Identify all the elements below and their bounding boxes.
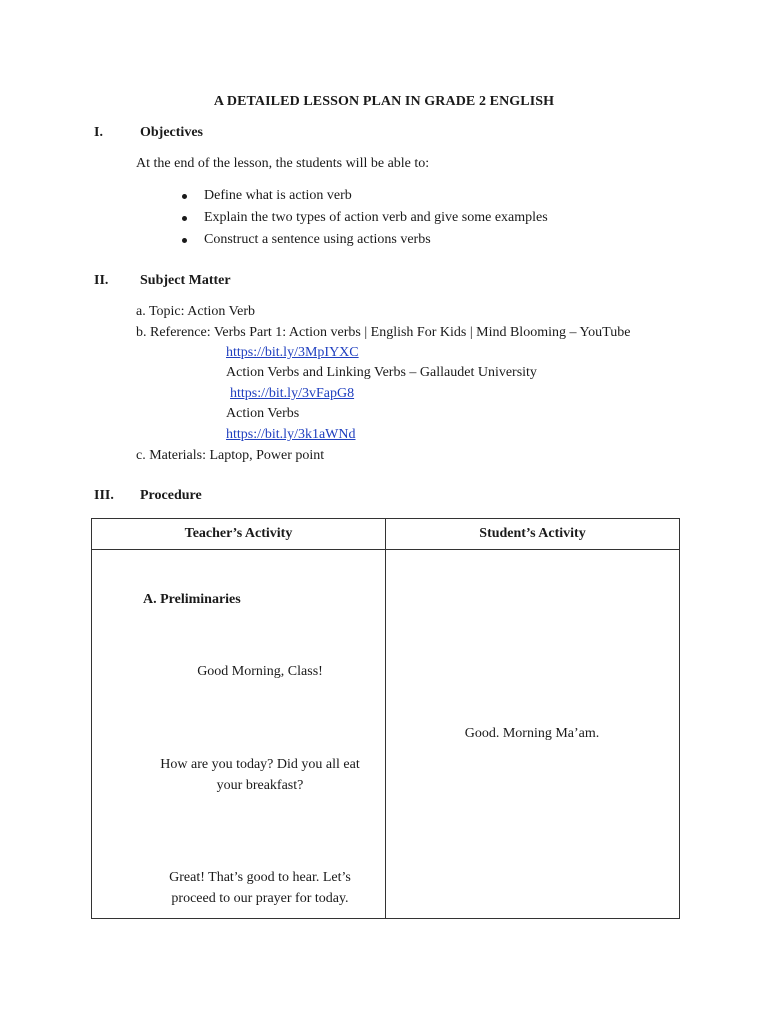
teacher-activity-cell: [92, 550, 386, 919]
teacher-line: your breakfast?: [216, 778, 304, 793]
reference-line: b. Reference: Verbs Part 1: Action verbs | English For Kids | Mind Blooming – YouTube: [136, 325, 631, 340]
procedure-table: [91, 518, 680, 919]
bullet-icon: [182, 194, 187, 199]
procedure-heading: Procedure: [140, 488, 202, 503]
student-activity-header: Student’s Activity: [386, 519, 680, 550]
reference-link-2[interactable]: https://bit.ly/3vFapG8: [230, 386, 355, 401]
student-line: Good. Morning Ma’am.: [464, 726, 600, 741]
student-activity-cell: [386, 550, 680, 919]
objective-item: Construct a sentence using actions verbs: [204, 232, 431, 247]
objectives-heading: Objectives: [140, 125, 203, 140]
document-title: A DETAILED LESSON PLAN IN GRADE 2 ENGLISH: [213, 94, 555, 109]
teacher-line: Great! That’s good to hear. Let’s: [169, 870, 351, 885]
teacher-line: Good Morning, Class!: [197, 664, 323, 679]
reference-link-3[interactable]: https://bit.ly/3k1aWNd: [226, 427, 356, 442]
teacher-line: How are you today? Did you all eat: [160, 757, 360, 772]
objectives-intro: At the end of the lesson, the students will be able to:: [136, 156, 430, 171]
objectives-numeral: I.: [94, 125, 103, 140]
bullet-icon: [182, 216, 187, 221]
reference-2: Action Verbs and Linking Verbs – Gallaudet University: [226, 365, 537, 380]
objective-item: Explain the two types of action verb and give some examples: [204, 210, 548, 225]
procedure-numeral: III.: [94, 488, 114, 503]
reference-link-1[interactable]: https://bit.ly/3MpIYXC: [226, 345, 359, 360]
teacher-line: proceed to our prayer for today.: [171, 891, 349, 906]
subject-heading: Subject Matter: [140, 273, 231, 288]
objective-item: Define what is action verb: [204, 188, 352, 203]
bullet-icon: [182, 238, 187, 243]
topic-line: a. Topic: Action Verb: [136, 304, 256, 319]
subject-numeral: II.: [94, 273, 109, 288]
teacher-activity-header: Teacher’s Activity: [92, 519, 386, 550]
section-label: A. Preliminaries: [143, 592, 241, 607]
materials-line: c. Materials: Laptop, Power point: [136, 448, 325, 463]
reference-3: Action Verbs: [226, 406, 300, 421]
